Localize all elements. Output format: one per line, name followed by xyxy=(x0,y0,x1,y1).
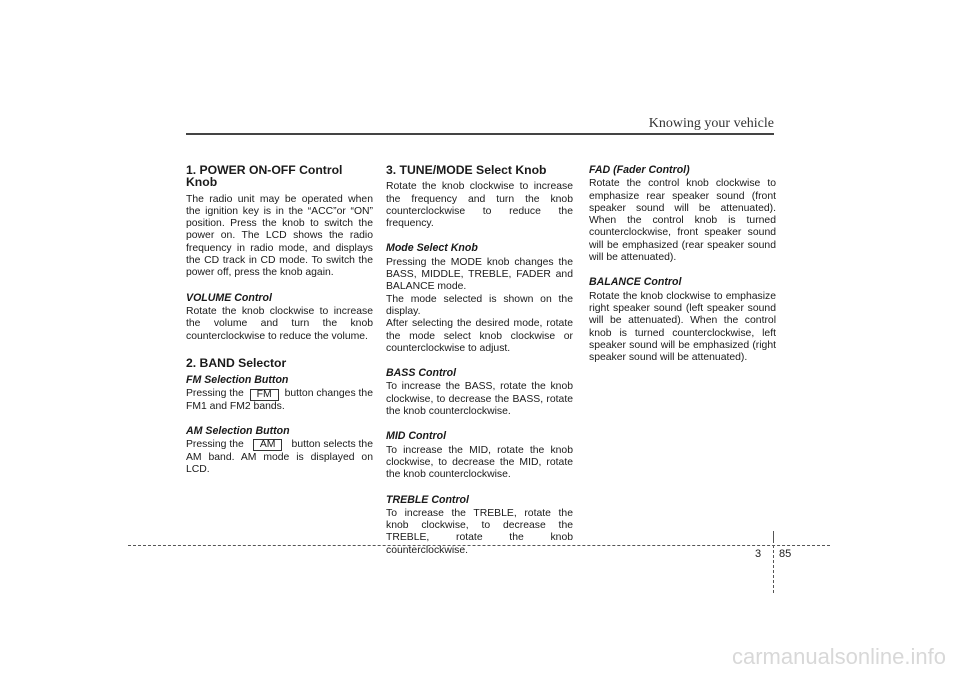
mode-select-body-1: Pressing the MODE knob changes the BASS, MIDDLE, TREBLE, FADER and BALANCE mode. xyxy=(386,256,573,293)
fm-press-line xyxy=(186,388,373,400)
tune-mode-heading: 3. TUNE/MODE Select Knob xyxy=(386,163,547,177)
mid-heading: MID Control xyxy=(386,430,447,443)
column-1 xyxy=(186,164,373,476)
fm-key-label: FM xyxy=(250,389,279,401)
balance-body: Rotate the knob clockwise to emphasize right speaker sound (left speaker sound will be attenuated). When the control knob is turned counterclockwise, left speaker sound will be emphasized (right speaker sound will be attenuated). xyxy=(589,290,776,364)
volume-body: Rotate the knob clockwise to increase the volume and turn the knob counterclockwise to reduce the volume. xyxy=(186,305,373,342)
power-knob-body: The radio unit may be operated when the ignition key is in the “ACC”or “ON” position. Press the knob to switch the power on. The LCD shows the radio frequency in radio mode, and displays the CD track in CD mode. To switch the power off, press the knob again. xyxy=(186,193,373,279)
column-3 xyxy=(589,164,776,364)
fm-cont-text: FM1 and FM2 bands. xyxy=(186,400,285,412)
fader-body: Rotate the control knob clockwise to emphasize rear speaker sound (front speaker sound will be attenuated). When the control knob is turned counterclockwise, front speaker sound will be emphasized (rear speaker sound will be attenuated). xyxy=(589,178,776,264)
footer-rule xyxy=(128,545,830,546)
fm-heading: FM Selection Button xyxy=(186,374,289,387)
tune-mode-body: Rotate the knob clockwise to increase the frequency and turn the knob counterclockwise to reduce the frequency. xyxy=(386,181,573,230)
fm-pre-text: Pressing the xyxy=(186,388,244,400)
mid-body: To increase the MID, rotate the knob clockwise, to decrease the MID, rotate the knob counterclockwise. xyxy=(386,444,573,481)
am-key-label: AM xyxy=(253,439,283,451)
column-2 xyxy=(386,164,573,557)
header-title: Knowing your vehicle xyxy=(648,116,774,131)
balance-heading: BALANCE Control xyxy=(589,276,682,289)
power-knob-heading: 1. POWER ON-OFF Control Knob xyxy=(186,163,343,190)
am-cont-text: AM band. AM mode is displayed on LCD. xyxy=(186,451,373,475)
page-number: 85 xyxy=(779,548,792,560)
band-selector-heading: 2. BAND Selector xyxy=(186,355,287,370)
treble-heading: TREBLE Control xyxy=(386,493,469,506)
treble-body: To increase the TREBLE, rotate the knob clockwise, to decrease the TREBLE, rotate the knob counterclockwise. xyxy=(386,507,573,556)
watermark: carmanualsonline.info xyxy=(731,644,946,669)
am-heading: AM Selection Button xyxy=(186,425,290,438)
fader-heading: FAD (Fader Control) xyxy=(589,164,690,176)
bass-body: To increase the BASS, rotate the knob clockwise, to decrease the BASS, rotate the knob counterclockwise. xyxy=(386,381,573,418)
am-post-text: button selects the xyxy=(291,439,373,451)
fm-post-text: button changes the xyxy=(284,388,373,400)
footer-divider xyxy=(773,545,774,593)
am-press-line xyxy=(186,439,373,451)
mode-select-body-3: After selecting the desired mode, rotate the mode select knob clockwise or counterclockwise to adjust. xyxy=(386,318,573,354)
mode-select-heading: Mode Select Knob xyxy=(386,242,478,255)
am-pre-text: Pressing the xyxy=(186,439,244,451)
mode-select-body-2: The mode selected is shown on the display. xyxy=(386,293,573,317)
bass-heading: BASS Control xyxy=(386,367,457,380)
chapter-number: 3 xyxy=(755,548,762,560)
volume-heading: VOLUME Control xyxy=(186,291,272,304)
header-rule xyxy=(186,133,774,135)
footer-divider-top xyxy=(773,531,774,543)
